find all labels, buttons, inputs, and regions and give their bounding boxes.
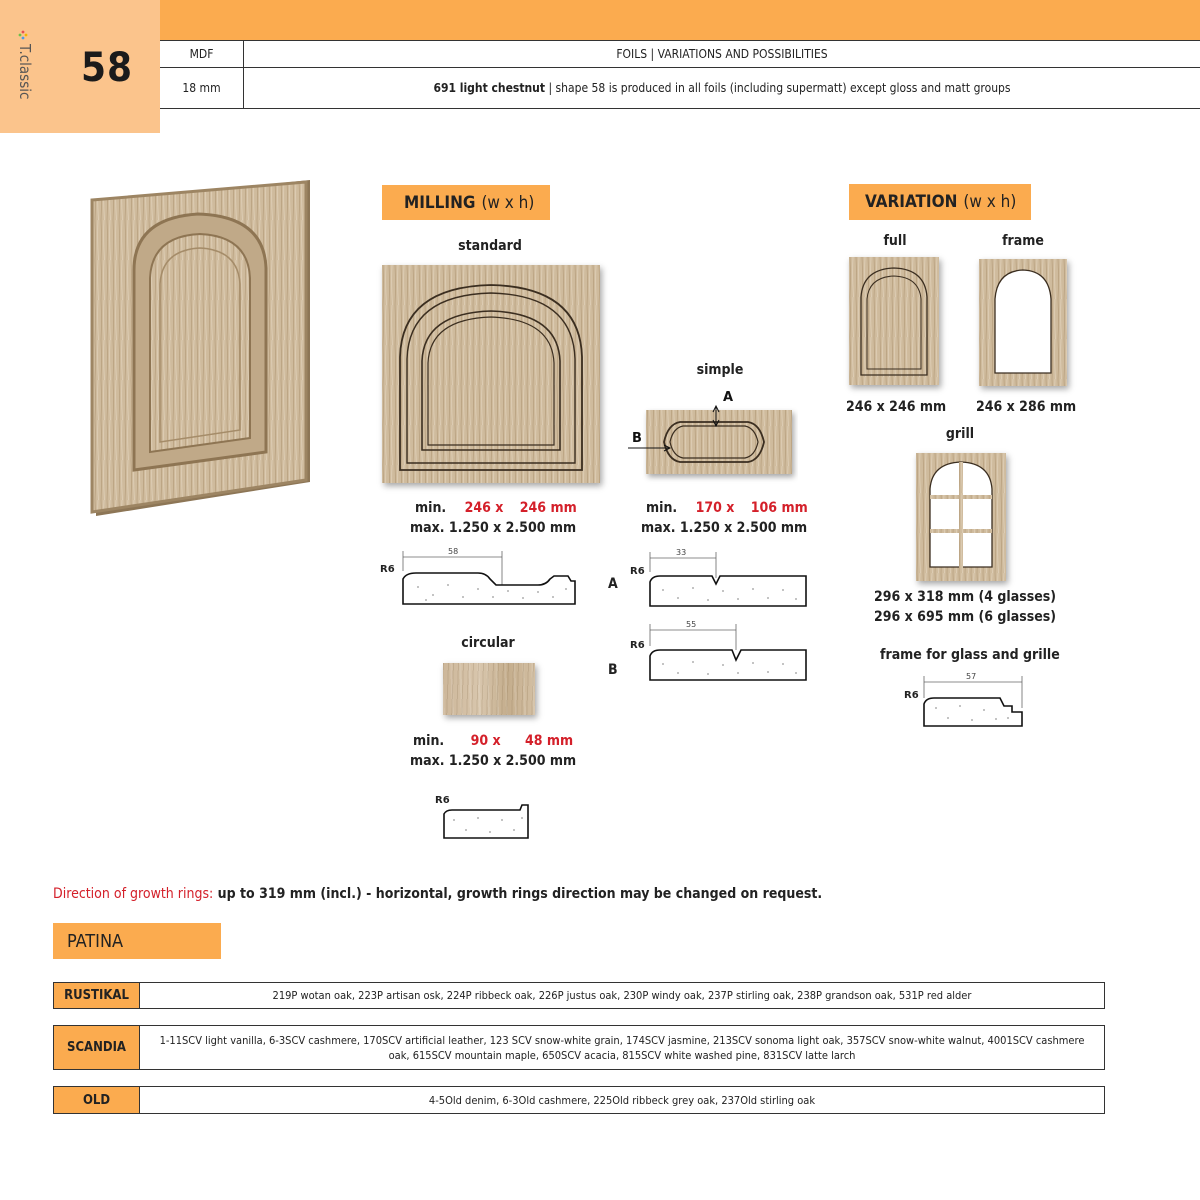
foils-header: FOILS | VARIATIONS AND POSSIBILITIES <box>616 47 828 61</box>
grill-dims-4: 296 x 318 mm (4 glasses) <box>874 589 1057 605</box>
brand-logo <box>14 30 36 110</box>
spec-table <box>160 40 1200 109</box>
profile-a-label: A <box>608 576 618 592</box>
standard-max-dims: max. 1.250 x 2.500 mm <box>410 520 577 536</box>
growth-rings-text: up to 319 mm (incl.) - horizontal, growth rings direction may be changed on request. <box>213 886 823 902</box>
growth-rings-label: Direction of growth rings: <box>53 886 214 902</box>
thickness-value: 18 mm <box>160 68 244 108</box>
patina-label-old: OLD <box>54 1087 140 1113</box>
foil-name: 691 light chestnut <box>433 81 546 95</box>
circular-caption: circular <box>461 635 515 651</box>
standard-caption: standard <box>458 238 522 254</box>
simple-profile-a-dim: 33 <box>676 548 687 557</box>
patina-title: PATINA <box>67 930 124 952</box>
patina-text-old: 4-5Old denim, 6-3Old cashmere, 225Old ribbeck grey oak, 237Old stirling oak <box>428 1093 816 1107</box>
frame-glass-caption: frame for glass and grille <box>880 647 1060 663</box>
grill-dims-6: 296 x 695 mm (6 glasses) <box>874 609 1057 625</box>
standard-milling-image <box>382 265 600 483</box>
simple-max-dims: max. 1.250 x 2.500 mm <box>641 520 808 536</box>
circular-milling-image <box>443 663 535 715</box>
frame-glass-profile-drawing <box>900 668 1030 733</box>
milling-title: MILLING <box>404 192 476 213</box>
growth-rings-note <box>53 886 822 902</box>
variation-grill-image <box>916 453 1006 581</box>
circular-profile-radius: R6 <box>435 795 450 806</box>
simple-milling-image <box>628 386 798 486</box>
variation-title-suffix: (w x h) <box>963 192 1017 212</box>
frame-dims: 246 x 286 mm <box>976 399 1077 415</box>
circular-min-width: 90 x <box>470 733 501 749</box>
shape-number: 58 <box>80 45 134 91</box>
standard-min-height: 246 mm <box>519 500 577 516</box>
frame-glass-profile-radius: R6 <box>904 690 919 701</box>
patina-text-rustikal: 219P wotan oak, 223P artisan osk, 224P ribbeck oak, 226P justus oak, 230P windy oak, 237P stirling oak, 238P grandson oak, 531P red alder <box>272 989 972 1002</box>
simple-marker-b: B <box>632 431 642 446</box>
simple-profile-b-drawing <box>628 618 813 688</box>
simple-min-label: min. <box>646 500 678 516</box>
milling-title-suffix: (w x h) <box>481 192 535 213</box>
spec-value-row <box>160 68 1200 108</box>
simple-min-height: 106 mm <box>750 500 808 516</box>
frame-glass-profile-dim: 57 <box>966 672 977 681</box>
circular-profile-drawing <box>432 790 537 845</box>
material-header: MDF <box>160 41 244 67</box>
spec-header-row <box>160 41 1200 68</box>
brand-name: T.classic <box>16 44 34 100</box>
variation-full-image <box>849 257 939 385</box>
circular-max-dims: max. 1.250 x 2.500 mm <box>410 753 577 769</box>
standard-profile-dim: 58 <box>448 547 459 556</box>
simple-min-width: 170 x <box>695 500 735 516</box>
milling-tag <box>382 185 550 220</box>
simple-caption: simple <box>696 362 744 378</box>
simple-min-dims <box>646 498 808 518</box>
simple-marker-a: A <box>723 390 734 405</box>
patina-label-scandia: SCANDIA <box>54 1026 140 1069</box>
simple-profile-b-dim: 55 <box>686 620 697 629</box>
standard-min-width: 246 x <box>464 500 504 516</box>
variation-title: VARIATION <box>865 192 958 212</box>
standard-profile-radius: R6 <box>380 564 395 575</box>
grill-caption: grill <box>945 426 975 442</box>
header-band <box>0 0 1200 40</box>
patina-row-rustikal <box>53 982 1105 1009</box>
patina-tag <box>53 923 221 959</box>
simple-profile-a-drawing <box>628 546 813 611</box>
simple-profile-b-radius: R6 <box>630 640 645 651</box>
full-dims: 246 x 246 mm <box>846 399 947 415</box>
standard-profile-drawing <box>378 545 583 610</box>
variation-frame-image <box>979 259 1067 386</box>
standard-min-label: min. <box>415 500 447 516</box>
full-caption: full <box>883 233 907 249</box>
circular-min-dims <box>413 731 573 751</box>
circular-min-label: min. <box>413 733 445 749</box>
frame-caption: frame <box>1002 233 1044 249</box>
profile-b-label: B <box>608 662 618 678</box>
patina-row-old <box>53 1086 1105 1114</box>
foil-note: | shape 58 is produced in all foils (including supermatt) except gloss and matt groups <box>545 81 1011 95</box>
variation-tag <box>849 184 1031 220</box>
brand-star-icon <box>18 30 28 40</box>
standard-min-dims <box>415 498 577 518</box>
patina-label-rustikal: RUSTIKAL <box>54 983 140 1008</box>
door-photo <box>88 180 318 520</box>
patina-row-scandia <box>53 1025 1105 1070</box>
foil-description <box>244 68 1200 108</box>
circular-min-height: 48 mm <box>525 733 574 749</box>
simple-profile-a-radius: R6 <box>630 566 645 577</box>
patina-text-scandia: 1-11SCV light vanilla, 6-3SCV cashmere, 170SCV artificial leather, 123 SCV snow-white grain, 174SCV jasmine, 213SCV sonoma light oak, 357SCV snow-white walnut, 4001SCV cashmere oak, 615SCV mountain maple, 650SCV acacia, 815SCV white washed pine, 831SCV latte larch <box>159 1033 1085 1062</box>
